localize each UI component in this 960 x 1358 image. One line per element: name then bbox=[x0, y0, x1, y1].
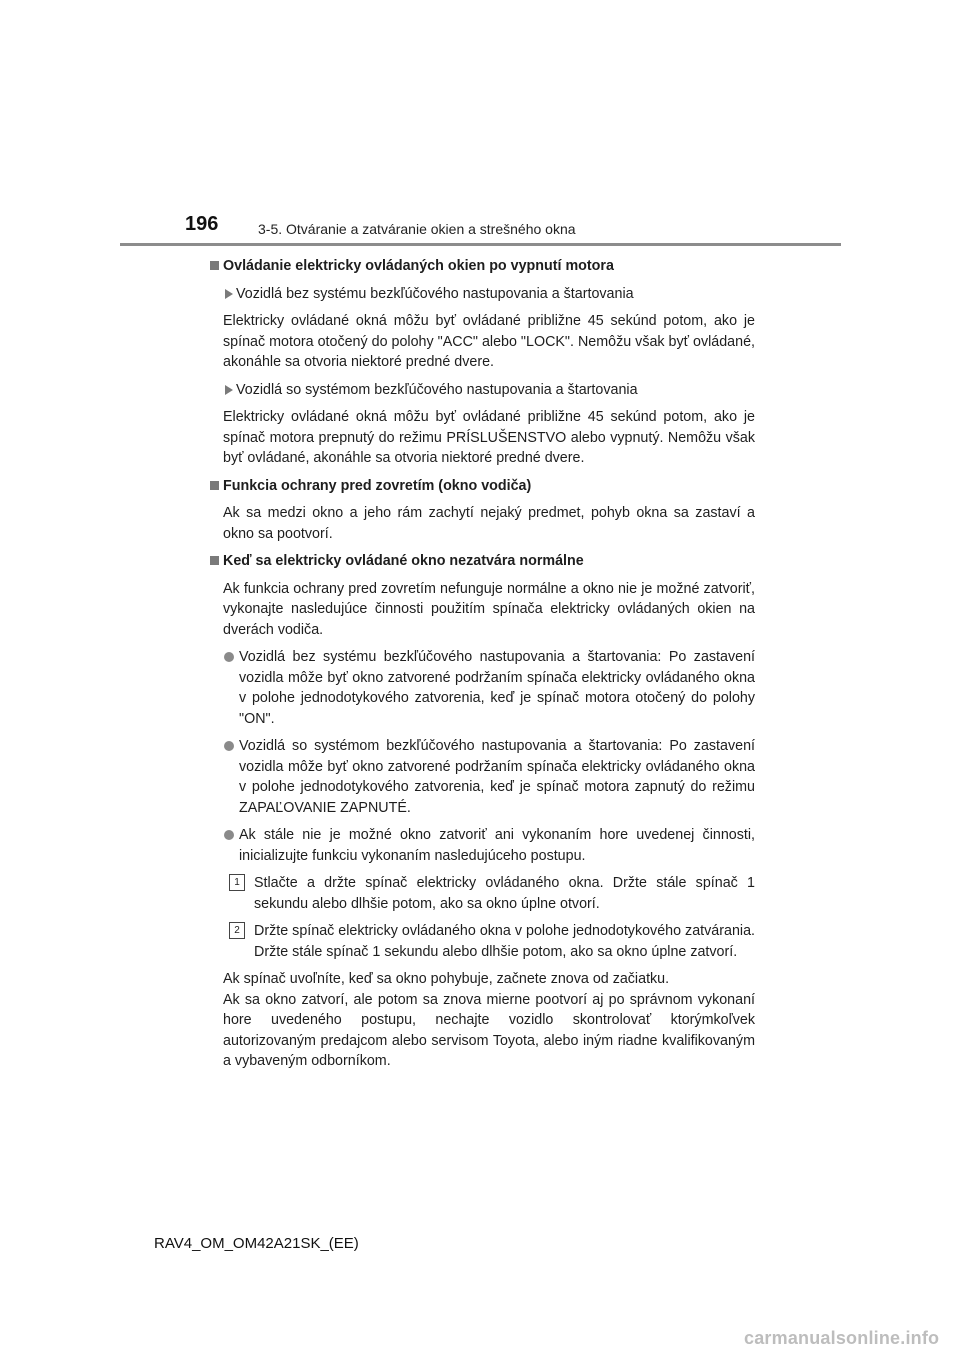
step-number-badge: 2 bbox=[229, 922, 245, 939]
paragraph: Ak spínač uvoľníte, keď sa okno pohybuje, začnete znova od začiatku. bbox=[223, 971, 670, 987]
step-text: Držte spínač elektricky ovládaného okna v polohe jednodotykového zatvárania. Držte stále spínač 1 sekundu alebo dlhšie potom, ako sa okno úplne zatvorí. bbox=[254, 923, 755, 960]
page-content bbox=[210, 256, 755, 1079]
step-text: Stlačte a držte spínač elektricky ovládaného okna. Držte stále spínač 1 sekundu alebo dlhšie potom, ako sa okno úplne otvorí. bbox=[254, 875, 755, 912]
paragraph: Elektricky ovládané okná môžu byť ovládané približne 45 sekúnd potom, ako je spínač motora prepnutý do režimu PRÍSLUŠENSTVO alebo vypnutý. Nemôžu však byť ovládané, akonáhle sa otvoria niektoré predné dvere. bbox=[223, 409, 755, 466]
watermark: carmanualsonline.info bbox=[744, 1328, 940, 1348]
list-item bbox=[210, 825, 755, 866]
step-item bbox=[210, 921, 755, 962]
triangle-bullet-icon bbox=[225, 385, 233, 395]
paragraph: Elektricky ovládané okná môžu byť ovládané približne 45 sekúnd potom, ako je spínač motora otočený do polohy "ACC" alebo "LOCK". Nemôžu však byť ovládané, akonáhle sa otvoria niektoré predné dvere. bbox=[223, 313, 755, 370]
circle-bullet-icon bbox=[224, 741, 234, 751]
step-number-badge: 1 bbox=[229, 874, 245, 891]
subheading-with-smart-entry bbox=[210, 380, 755, 401]
paragraph: Ak sa medzi okno a jeho rám zachytí nejaký predmet, pohyb okna sa zastaví a okno sa pootvorí. bbox=[223, 505, 755, 542]
list-item-text: Vozidlá so systémom bezkľúčového nastupovania a štartovania: Po zastavení vozidla môže byť okno zatvorené podržaním spínača elektricky ovládaného okna v polohe jednodotykového zatvorenia, keď je spínač motora zapnutý do režimu ZAPAĽOVANIE ZAPNUTÉ. bbox=[239, 738, 755, 816]
heading-jam-protection bbox=[210, 476, 755, 497]
heading-text: Ovládanie elektricky ovládaných okien po vypnutí motora bbox=[223, 258, 614, 274]
heading-power-windows-after-engine-off bbox=[210, 256, 755, 277]
paragraph: Ak sa okno zatvorí, ale potom sa znova mierne pootvorí aj po správnom vykonaní hore uvedeného postupu, nechajte vozidlo skontrolovať ktorýmkoľvek autorizovaným predajcom alebo servisom Toyota, alebo iným riadne kvalifikovaným a vybaveným odborníkom. bbox=[223, 991, 755, 1069]
square-bullet-icon bbox=[210, 556, 219, 565]
heading-window-not-closing bbox=[210, 551, 755, 572]
subheading-text: Vozidlá so systémom bezkľúčového nastupovania a štartovania bbox=[236, 381, 638, 398]
list-item-text: Ak stále nie je možné okno zatvoriť ani vykonaním hore uvedenej činnosti, inicializujte funkciu vykonaním nasledujúceho postupu. bbox=[239, 827, 755, 864]
list-item bbox=[210, 647, 755, 729]
circle-bullet-icon bbox=[224, 652, 234, 662]
triangle-bullet-icon bbox=[225, 289, 233, 299]
step-item bbox=[210, 873, 755, 914]
list-item-text: Vozidlá bez systému bezkľúčového nastupovania a štartovania: Po zastavení vozidla môže byť okno zatvorené podržaním spínača elektricky ovládaného okna v polohe jednodotykového zatvorenia, keď je spínač motora otočený do polohy "ON". bbox=[239, 649, 755, 727]
footer-doc-code: RAV4_OM_OM42A21SK_(EE) bbox=[154, 1235, 359, 1252]
header-divider bbox=[120, 243, 841, 246]
square-bullet-icon bbox=[210, 261, 219, 270]
square-bullet-icon bbox=[210, 481, 219, 490]
heading-text: Funkcia ochrany pred zovretím (okno vodiča) bbox=[223, 477, 532, 494]
paragraph: Ak funkcia ochrany pred zovretím nefunguje normálne a okno nie je možné zatvoriť, vykonajte nasledujúce činnosti použitím spínača elektricky ovládaných okien na dverách vodiča. bbox=[223, 580, 755, 638]
heading-text: Keď sa elektricky ovládané okno nezatvára normálne bbox=[223, 553, 584, 569]
circle-bullet-icon bbox=[224, 830, 234, 840]
page-number: 196 bbox=[185, 213, 219, 235]
section-title: 3-5. Otváranie a zatváranie okien a strešného okna bbox=[258, 221, 576, 237]
subheading-text: Vozidlá bez systému bezkľúčového nastupovania a štartovania bbox=[236, 285, 634, 302]
list-item bbox=[210, 736, 755, 818]
subheading-without-smart-entry bbox=[210, 284, 755, 305]
